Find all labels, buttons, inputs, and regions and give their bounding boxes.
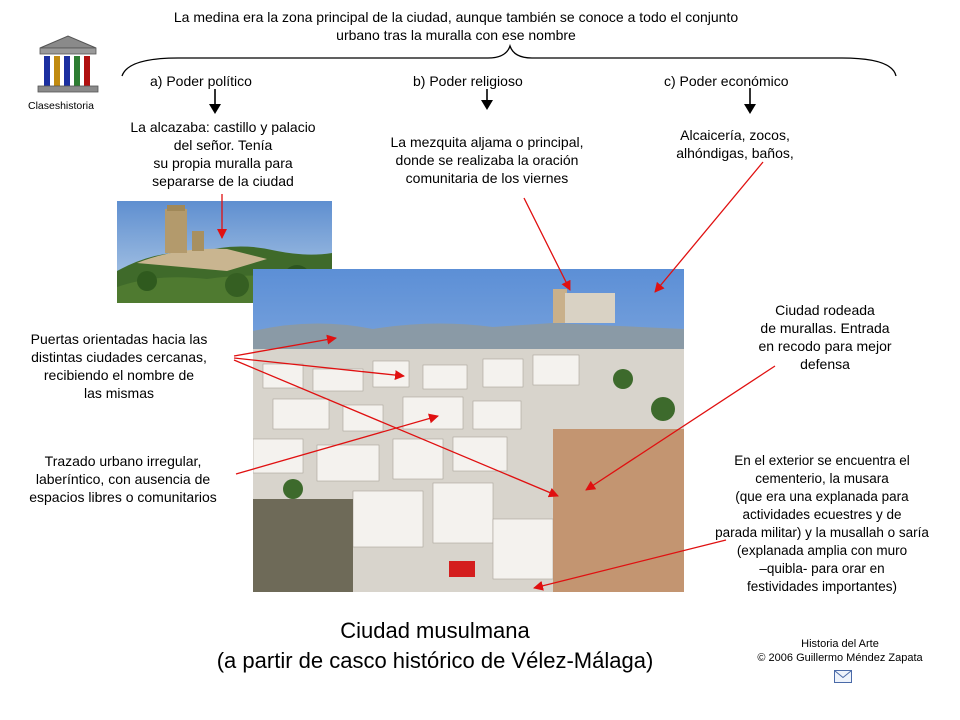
economia-description [650, 126, 820, 162]
alcazaba-line: del señor. Tenía [173, 137, 273, 153]
category-religious: b) Poder religioso [413, 73, 523, 89]
logo[interactable] [28, 34, 118, 112]
down-arrow-icon [744, 88, 756, 114]
mezquita-line: comunitaria de los viernes [405, 170, 569, 186]
trazado-description [4, 452, 242, 506]
exterior-line: parada militar) y la musallah o saría [715, 525, 929, 540]
murallas-line: en recodo para mejor [758, 338, 892, 354]
puertas-line: Puertas orientadas hacia las [30, 331, 208, 347]
trazado-line: laberíntico, con ausencia de [35, 471, 211, 487]
exterior-line: festividades importantes) [746, 579, 898, 594]
puertas-description [6, 330, 232, 402]
exterior-line: (que era una explanada para [735, 489, 909, 504]
economia-line: Alcaicería, zocos, [680, 127, 790, 143]
title-line-1: Ciudad musulmana [340, 618, 530, 643]
credits-line-2: © 2006 Guillermo Méndez Zapata [757, 652, 923, 664]
down-arrow-icon [481, 89, 493, 110]
alcazaba-line: separarse de la ciudad [152, 173, 294, 189]
exterior-line: actividades ecuestres y de [742, 507, 902, 522]
alcazaba-description [105, 118, 341, 190]
economia-line: alhóndigas, baños, [676, 145, 794, 161]
murallas-line: Ciudad rodeada [775, 302, 875, 318]
murallas-description [735, 301, 915, 373]
murallas-line: defensa [800, 356, 850, 372]
credits-line-1: Historia del Arte [801, 638, 879, 650]
category-economic: c) Poder económico [664, 73, 789, 89]
exterior-line: En el exterior se encuentra el [734, 453, 910, 468]
intro-line-1: La medina era la zona principal de la ciudad, aunque también se conoce a todo el conjunto [173, 9, 739, 25]
intro-text [120, 8, 792, 44]
mezquita-line: La mezquita aljama o principal, [390, 134, 584, 150]
alcazaba-line: su propia muralla para [153, 155, 293, 171]
puertas-line: recibiendo el nombre de [43, 367, 195, 383]
mezquita-description [370, 133, 604, 187]
credits [735, 637, 945, 665]
puertas-line: distintas ciudades cercanas, [31, 349, 207, 365]
puertas-line: las mismas [83, 385, 154, 401]
exterior-line: cementerio, la musara [755, 471, 889, 486]
alcazaba-line: La alcazaba: castillo y palacio [130, 119, 316, 135]
trazado-line: espacios libres o comunitarios [29, 489, 217, 505]
envelope-icon[interactable] [834, 670, 852, 683]
greek-temple-icon [36, 34, 100, 94]
trazado-line: Trazado urbano irregular, [44, 453, 202, 469]
exterior-line: (explanada amplia con muro [736, 543, 908, 558]
intro-line-2: urbano tras la muralla con ese nombre [336, 27, 576, 43]
exterior-description [690, 452, 954, 596]
exterior-line: –quibla- para orar en [759, 561, 885, 576]
mezquita-line: donde se realizaba la oración [395, 152, 579, 168]
logo-label: Claseshistoria [28, 100, 94, 112]
down-arrow-icon [209, 89, 221, 114]
velez-malaga-photo [253, 269, 684, 592]
page-title [170, 616, 700, 676]
category-political: a) Poder político [150, 73, 252, 89]
murallas-line: de murallas. Entrada [760, 320, 890, 336]
title-line-2: (a partir de casco histórico de Vélez-Málaga) [216, 648, 654, 673]
